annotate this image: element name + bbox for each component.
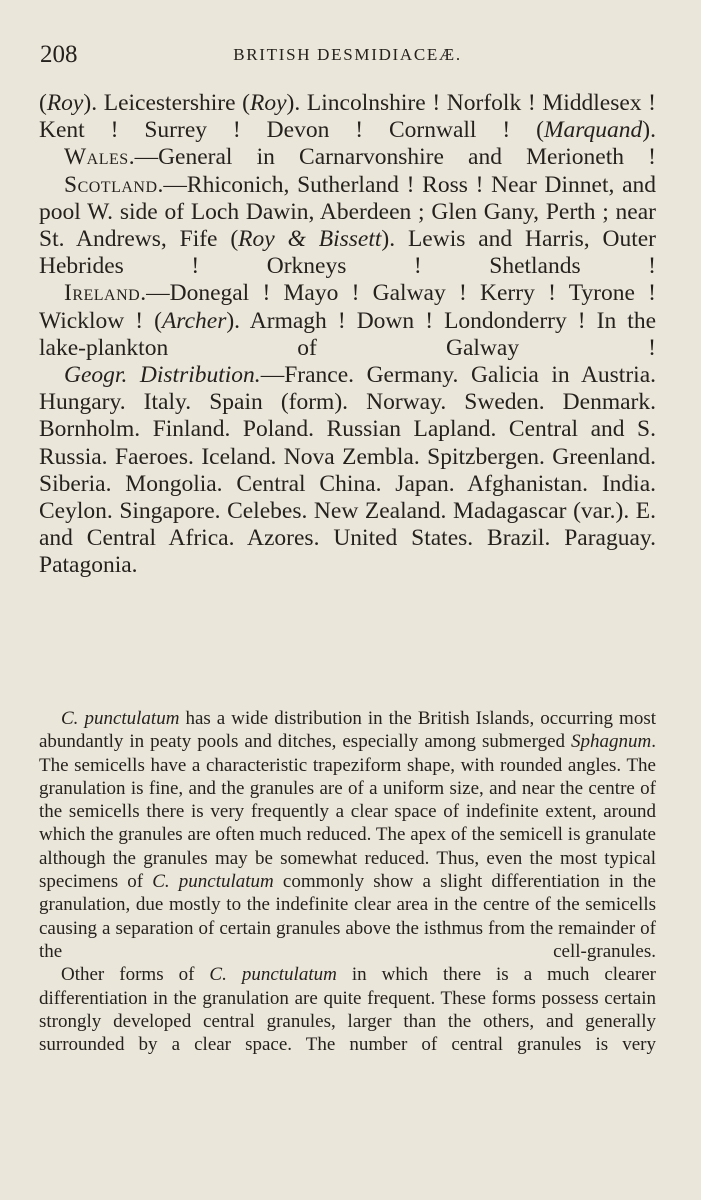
collector-name: Archer <box>161 307 227 334</box>
geographic-distribution-paragraph <box>39 362 656 580</box>
text-fragment: . The semicells have a characteristic trapeziform shape, with rounded angles. The granulation is fine, and the granules are of a uniform size, and near the centre of the semicells there is very frequently a clear space of indefinite extent, around which the granules are often much reduced. The apex of the semicell is granulate although the granules may be somewhat reduced. Thus, even the most typical specimens of <box>39 731 656 893</box>
species-name: C. punctulatum <box>61 708 180 729</box>
ireland-locality-paragraph <box>39 280 656 362</box>
region-label: Scotland <box>64 171 158 198</box>
text-fragment: .—Rhiconich, Sutherland ! Ross ! Near Dinnet, and pool W. side of Loch Dawin, Aberdeen ; Glen Gany, Perth ; near St. Andrews, Fife ( <box>39 171 656 253</box>
species-description-paragraph <box>39 707 656 963</box>
region-label: Wales <box>64 144 129 171</box>
collector-name: Roy & Bissett <box>238 226 382 253</box>
collector-name: Roy <box>46 90 84 116</box>
text-fragment: commonly show a slight differentiation in the granulation, due mostly to the indefinite clear area in the centre of the semicells causing a separation of certain granules above the isthmus from the remainder of the cell-granules. <box>39 871 656 962</box>
descriptive-notes <box>39 707 656 1056</box>
collector-name: Roy <box>250 90 287 116</box>
text-fragment: Other forms of <box>61 964 210 986</box>
text-fragment: ). Lewis and Harris, Outer Hebrides ! Orkneys ! Shetlands ! <box>39 226 656 280</box>
text-fragment: .—General in Carnarvonshire and Merioneth ! <box>128 144 656 171</box>
text-fragment: ). Lincolnshire ! Norfolk ! Middlesex ! Kent ! Surrey ! Devon ! Cornwall ! ( <box>39 90 657 144</box>
text-fragment: ). <box>642 117 656 144</box>
species-name: C. punctulatum <box>209 964 337 986</box>
genus-name: Sphagnum <box>571 731 652 753</box>
text-fragment: —France. Germany. Galicia in Austria. Hungary. Italy. Spain (form). Norway. Sweden. Denmark. Bornholm. Finland. Poland. Russian Lapland. Central and S. Russia. Faeroes. Iceland. Nova Zembla. Spitzbergen. Greenland. Siberia. Mongolia. Central China. Japan. Afghanistan. India. Ceylon. Singapore. Celebes. New Zealand. Madagascar (var.). E. and Central Africa. Azores. United States. Brazil. Paraguay. Patagonia. <box>39 362 656 579</box>
text-fragment: ( <box>39 90 47 116</box>
text-fragment: .—Donegal ! Mayo ! Galway ! Kerry ! Tyrone ! Wicklow ! ( <box>39 280 656 334</box>
collector-name: Marquand <box>543 117 643 144</box>
species-name: C. punctulatum <box>152 871 274 893</box>
wales-locality-paragraph <box>39 144 656 171</box>
text-fragment: in which there is a much clearer differentiation in the granulation are quite frequent. These forms possess certain strongly developed central granules, larger than the others, and generally surrounded by a clear space. The number of central granules is very <box>39 964 657 1056</box>
running-title: BRITISH DESMIDIACEÆ. <box>233 45 462 64</box>
distribution-label: Geogr. Distribution. <box>64 362 261 389</box>
other-forms-paragraph <box>39 963 656 1056</box>
page-header <box>40 30 655 70</box>
text-fragment: has a wide distribution in the British Islands, occurring most abundantly in peaty pools and ditches, especially among submerged <box>39 708 656 753</box>
locality-list <box>39 90 656 580</box>
scotland-locality-paragraph <box>39 172 656 281</box>
england-locality-paragraph <box>39 90 656 144</box>
text-fragment: ). Leicestershire ( <box>83 90 250 116</box>
text-fragment: ). Armagh ! Down ! Londonderry ! In the lake-plankton of Galway ! <box>39 307 656 361</box>
region-label: Ireland <box>64 280 141 307</box>
page-number: 208 <box>40 41 78 68</box>
